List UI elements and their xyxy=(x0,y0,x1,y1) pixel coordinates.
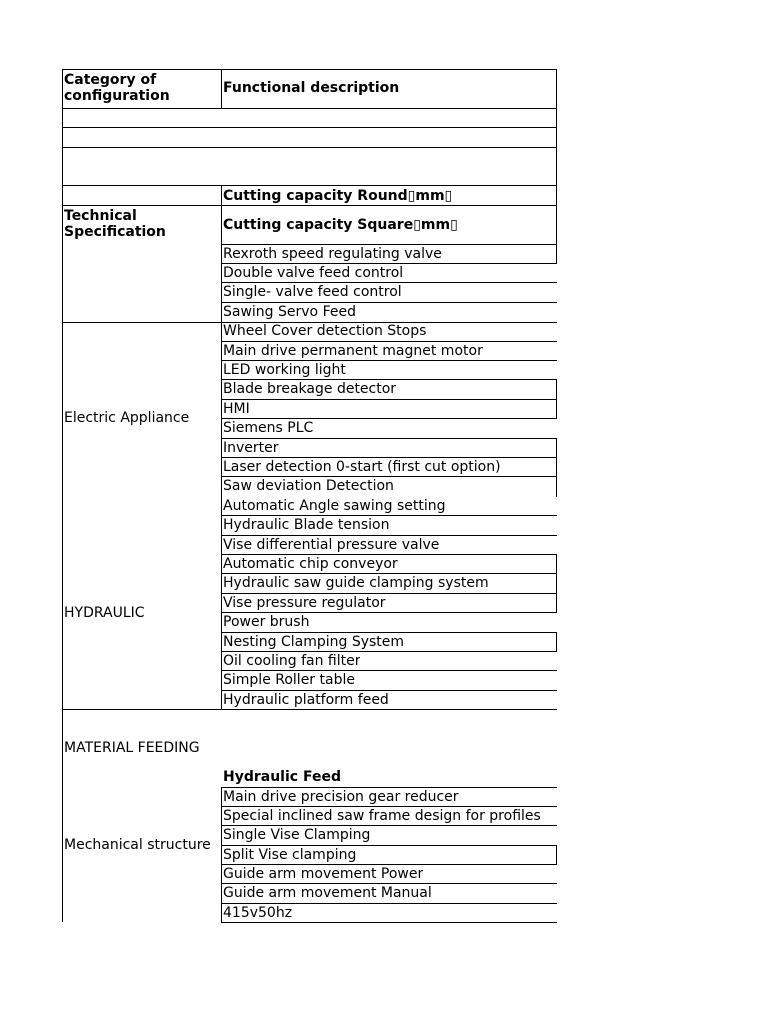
gridline-right xyxy=(556,438,557,497)
row-cutting-capacity-round: Cutting capacity Round▯mm▯ xyxy=(223,188,453,204)
gridline xyxy=(221,457,557,458)
row-wheel-cover-detection: Wheel Cover detection Stops xyxy=(223,323,427,339)
row-inclined-saw-frame: Special inclined saw frame design for profiles xyxy=(223,808,541,824)
gridline xyxy=(62,127,557,128)
row-hmi: HMI xyxy=(223,401,250,417)
gridline xyxy=(221,399,557,400)
gridline-divider xyxy=(221,787,222,923)
row-nesting-clamping: Nesting Clamping System xyxy=(223,634,405,650)
row-double-valve-feed: Double valve feed control xyxy=(223,265,404,281)
gridline-right xyxy=(556,632,557,652)
gridline xyxy=(221,922,557,923)
row-main-drive-motor: Main drive permanent magnet motor xyxy=(223,343,483,359)
row-hydraulic-platform-feed: Hydraulic platform feed xyxy=(223,692,389,708)
row-sawing-servo-feed: Sawing Servo Feed xyxy=(223,304,356,320)
gridline xyxy=(221,903,557,904)
gridline-right xyxy=(556,554,557,613)
gridline xyxy=(221,535,557,536)
gridline xyxy=(221,864,557,865)
row-laser-detection: Laser detection 0-start (first cut option) xyxy=(223,459,501,475)
gridline xyxy=(62,185,557,186)
gridline xyxy=(62,69,557,70)
gridline xyxy=(221,515,557,516)
gridline xyxy=(62,322,557,323)
group-technical-specification: Technical Specification xyxy=(64,208,166,240)
row-led-working-light: LED working light xyxy=(223,362,346,378)
gridline xyxy=(221,593,557,594)
row-oil-cooling-filter: Oil cooling fan filter xyxy=(223,653,361,669)
group-hydraulic: HYDRAULIC xyxy=(64,605,145,621)
row-hydraulic-feed: Hydraulic Feed xyxy=(223,769,341,785)
row-inverter: Inverter xyxy=(223,440,279,456)
gridline xyxy=(221,263,557,264)
row-saw-deviation-detection: Saw deviation Detection xyxy=(223,478,394,494)
gridline xyxy=(221,282,557,283)
gridline xyxy=(221,476,557,477)
gridline-right xyxy=(556,845,557,865)
gridline xyxy=(221,612,557,613)
group-material-feeding: MATERIAL FEEDING xyxy=(64,740,200,756)
gridline xyxy=(62,709,557,710)
gridline xyxy=(221,825,557,826)
row-main-drive-gear-reducer: Main drive precision gear reducer xyxy=(223,789,459,805)
gridline xyxy=(221,341,557,342)
gridline-left xyxy=(62,69,63,922)
gridline xyxy=(62,147,557,148)
gridline xyxy=(221,360,557,361)
row-cutting-capacity-square: Cutting capacity Square▯mm▯ xyxy=(223,217,458,233)
row-split-vise-clamping: Split Vise clamping xyxy=(223,847,357,863)
row-simple-roller-table: Simple Roller table xyxy=(223,672,355,688)
gridline-divider xyxy=(221,185,222,710)
gridline xyxy=(221,787,557,788)
gridline xyxy=(221,632,557,633)
gridline-right xyxy=(556,69,557,263)
row-guide-arm-power: Guide arm movement Power xyxy=(223,866,424,882)
row-415v50hz: 415v50hz xyxy=(223,905,293,921)
gridline xyxy=(221,806,557,807)
gridline-right xyxy=(556,379,557,419)
gridline xyxy=(221,418,557,419)
row-rexroth-speed-valve: Rexroth speed regulating valve xyxy=(223,246,442,262)
row-guide-arm-manual: Guide arm movement Manual xyxy=(223,885,432,901)
gridline xyxy=(221,244,557,245)
gridline xyxy=(221,573,557,574)
group-mechanical-structure: Mechanical structure xyxy=(64,837,211,853)
group-electric-appliance: Electric Appliance xyxy=(64,410,190,426)
gridline xyxy=(221,883,557,884)
header-function: Functional description xyxy=(223,80,400,96)
row-power-brush: Power brush xyxy=(223,614,310,630)
gridline xyxy=(221,651,557,652)
header-category: Category of configuration xyxy=(64,72,170,104)
row-siemens-plc: Siemens PLC xyxy=(223,420,314,436)
gridline xyxy=(62,205,557,206)
row-vise-pressure-regulator: Vise pressure regulator xyxy=(223,595,386,611)
gridline-divider xyxy=(221,69,222,108)
row-hydraulic-saw-guide: Hydraulic saw guide clamping system xyxy=(223,575,489,591)
row-single-valve-feed: Single- valve feed control xyxy=(223,284,402,300)
row-automatic-angle-sawing: Automatic Angle sawing setting xyxy=(223,498,446,514)
gridline xyxy=(62,108,557,109)
gridline xyxy=(221,670,557,671)
row-blade-breakage-detector: Blade breakage detector xyxy=(223,381,397,397)
gridline xyxy=(221,302,557,303)
row-single-vise-clamping: Single Vise Clamping xyxy=(223,827,371,843)
gridline xyxy=(221,438,557,439)
row-vise-differential-valve: Vise differential pressure valve xyxy=(223,537,440,553)
gridline xyxy=(221,690,557,691)
gridline xyxy=(221,554,557,555)
row-hydraulic-blade-tension: Hydraulic Blade tension xyxy=(223,517,390,533)
row-automatic-chip-conveyor: Automatic chip conveyor xyxy=(223,556,398,572)
gridline xyxy=(221,845,557,846)
gridline xyxy=(221,379,557,380)
